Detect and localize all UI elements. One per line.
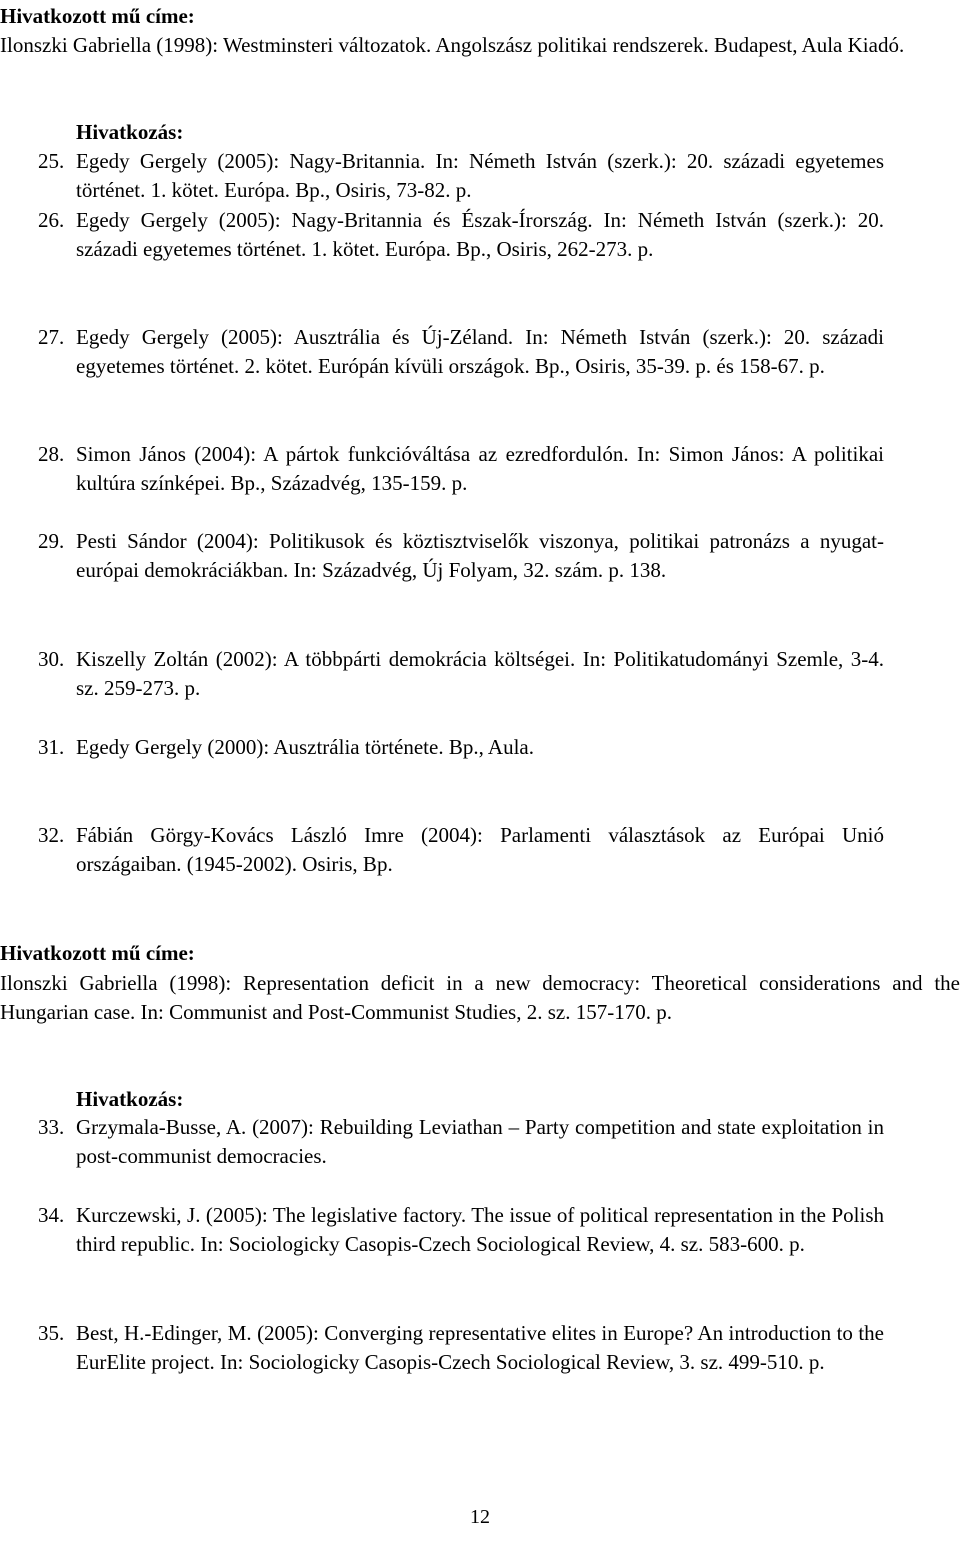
section2-refs-heading: Hivatkozás: [76, 1087, 184, 1111]
ref-number: 31. [38, 735, 65, 759]
ref-text: Fábián Görgy-Kovács László Imre (2004): Parlamenti választások az Európai Unió országaiban. (1945-2002). Osiris, Bp. [76, 823, 884, 877]
ref-text: Pesti Sándor (2004): Politikusok és köztisztviselők viszonya, politikai patronázs a nyugat-európai demokráciákban. In: Századvég, Új Folyam, 32. szám. p. 138. [76, 529, 884, 583]
ref-item-30 [0, 645, 960, 704]
ref-item-25 [0, 147, 960, 206]
ref-item-31 [0, 733, 960, 762]
section1-work: Ilonszki Gabriella (1998): Westminsteri változatok. Angolszász politikai rendszerek. Budapest, Aula Kiadó. [0, 33, 905, 57]
ref-number: 29. [38, 529, 65, 553]
ref-text: Grzymala-Busse, A. (2007): Rebuilding Leviathan – Party competition and state exploitation in post-communist democracies. [76, 1115, 884, 1169]
ref-number: 26. [38, 208, 65, 232]
ref-item-26 [0, 206, 960, 265]
ref-text: Kiszelly Zoltán (2002): A többpárti demokrácia költségei. In: Politikatudományi Szemle, 3-4. sz. 259-273. p. [76, 647, 884, 701]
ref-number: 33. [38, 1115, 65, 1139]
ref-item-32 [0, 821, 960, 880]
ref-number: 27. [38, 325, 65, 349]
ref-text: Kurczewski, J. (2005): The legislative factory. The issue of political representation in the Polish third republic. In: Sociologicky Casopis-Czech Sociological Review, 4. sz. 583-600. p. [76, 1203, 884, 1257]
section1-heading: Hivatkozott mű címe: [0, 4, 195, 28]
ref-text: Egedy Gergely (2000): Ausztrália története. Bp., Aula. [76, 735, 534, 759]
ref-number: 25. [38, 149, 65, 173]
ref-text: Best, H.-Edinger, M. (2005): Converging representative elites in Europe? An introduction to the EurElite project. In: Sociologicky Casopis-Czech Sociological Review, 3. sz. 499-510. p. [76, 1321, 884, 1375]
ref-number: 35. [38, 1321, 65, 1345]
ref-number: 34. [38, 1203, 65, 1227]
ref-text: Egedy Gergely (2005): Nagy-Britannia. In: Németh István (szerk.): 20. századi egyetemes történet. 1. kötet. Európa. Bp., Osiris, 73-82. p. [76, 149, 884, 203]
ref-item-29 [0, 527, 960, 586]
ref-number: 32. [38, 823, 65, 847]
section2-heading: Hivatkozott mű címe: [0, 941, 195, 965]
ref-text: Egedy Gergely (2005): Nagy-Britannia és Észak-Írország. In: Németh István (szerk.): 20. századi egyetemes történet. 1. kötet. Európa. Bp., Osiris, 262-273. p. [76, 208, 884, 262]
ref-item-33 [0, 1113, 960, 1172]
ref-item-28 [0, 440, 960, 499]
ref-text: Simon János (2004): A pártok funkcióváltása az ezredfordulón. In: Simon János: A politikai kultúra színképei. Bp., Századvég, 135-159. p. [76, 442, 884, 496]
section2-work: Ilonszki Gabriella (1998): Representation deficit in a new democracy: Theoretical considerations and the Hungarian case. In: Communist and Post-Communist Studies, 2. sz. 157-170. p. [0, 971, 960, 1025]
ref-item-27 [0, 323, 960, 382]
page-number: 12 [470, 1506, 490, 1528]
ref-item-34 [0, 1201, 960, 1260]
ref-item-35 [0, 1319, 960, 1378]
ref-text: Egedy Gergely (2005): Ausztrália és Új-Zéland. In: Németh István (szerk.): 20. századi egyetemes történet. 2. kötet. Európán kívüli országok. Bp., Osiris, 35-39. p. és 158-67. p. [76, 325, 884, 379]
ref-number: 28. [38, 442, 65, 466]
section1-refs-heading: Hivatkozás: [76, 120, 184, 144]
ref-number: 30. [38, 647, 65, 671]
